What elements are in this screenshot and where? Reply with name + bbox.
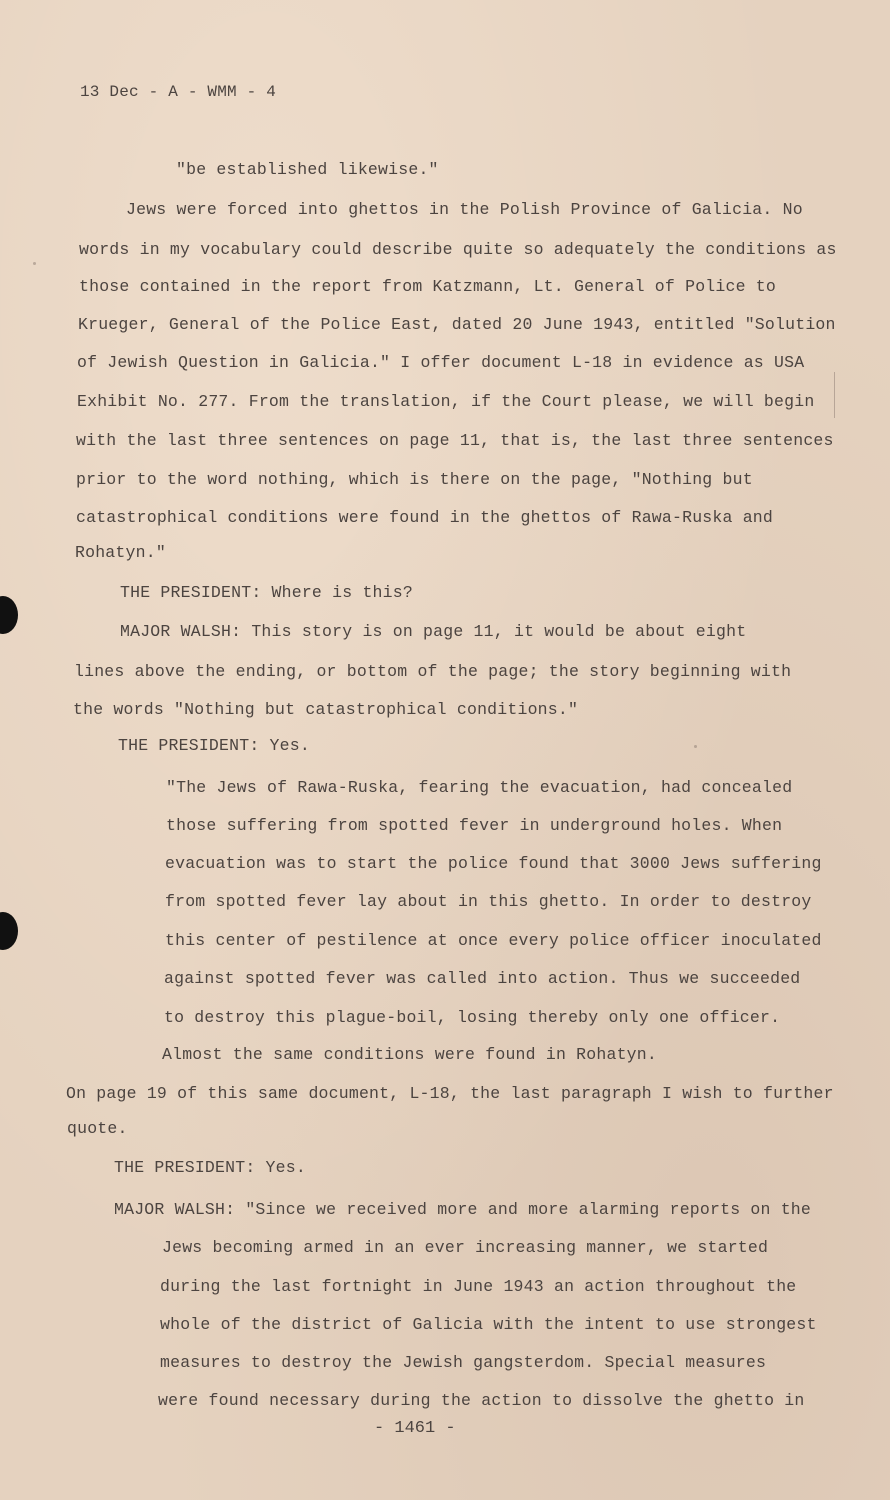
- text-line: Rohatyn.": [75, 543, 166, 562]
- quote-line: during the last fortnight in June 1943 an action throughout the: [160, 1277, 797, 1296]
- quote-line: Jews becoming armed in an ever increasing manner, we started: [162, 1238, 769, 1257]
- page-number: - 1461 -: [374, 1419, 456, 1438]
- text-line: those contained in the report from Katzmann, Lt. General of Police to: [79, 277, 777, 296]
- quote-line: measures to destroy the Jewish gangsterdom. Special measures: [160, 1353, 767, 1372]
- speaker-line: MAJOR WALSH: This story is on page 11, it would be about eight: [120, 622, 747, 641]
- speaker-line: MAJOR WALSH: "Since we received more and more alarming reports on the: [114, 1200, 812, 1219]
- quote-line: "The Jews of Rawa-Ruska, fearing the evacuation, had concealed: [166, 778, 793, 797]
- quote-line: against spotted fever was called into action. Thus we succeeded: [164, 969, 801, 988]
- paper-scratch: [834, 372, 835, 418]
- quote-line: were found necessary during the action to dissolve the ghetto in: [158, 1391, 805, 1410]
- text-line: the words "Nothing but catastrophical conditions.": [73, 700, 579, 719]
- quote-line: Almost the same conditions were found in Rohatyn.: [162, 1045, 657, 1064]
- text-line: with the last three sentences on page 11, that is, the last three sentences: [76, 431, 834, 450]
- paper-speck: [694, 745, 697, 748]
- text-line: catastrophical conditions were found in the ghettos of Rawa-Ruska and: [76, 508, 774, 527]
- text-line: "be established likewise.": [176, 160, 439, 179]
- quote-line: this center of pestilence at once every police officer inoculated: [165, 931, 822, 950]
- speaker-line: THE PRESIDENT: Yes.: [114, 1158, 306, 1177]
- quote-line: evacuation was to start the police found that 3000 Jews suffering: [165, 854, 822, 873]
- text-line: prior to the word nothing, which is there on the page, "Nothing but: [76, 470, 753, 489]
- binder-hole-upper: [0, 596, 18, 634]
- text-line: Exhibit No. 277. From the translation, if the Court please, we will begin: [77, 392, 815, 411]
- quote-line: those suffering from spotted fever in underground holes. When: [166, 816, 783, 835]
- quote-line: to destroy this plague-boil, losing thereby only one officer.: [164, 1008, 781, 1027]
- document-reference: 13 Dec - A - WMM - 4: [80, 83, 277, 101]
- text-line: words in my vocabulary could describe quite so adequately the conditions as: [79, 240, 837, 259]
- paper-speck: [33, 262, 36, 265]
- quote-line: whole of the district of Galicia with the intent to use strongest: [160, 1315, 817, 1334]
- text-line: of Jewish Question in Galicia." I offer document L-18 in evidence as USA: [77, 353, 805, 372]
- text-line: quote.: [67, 1119, 128, 1138]
- quote-line: from spotted fever lay about in this ghetto. In order to destroy: [165, 892, 812, 911]
- text-line: Jews were forced into ghettos in the Polish Province of Galicia. No: [126, 200, 803, 219]
- text-line: On page 19 of this same document, L-18, the last paragraph I wish to further: [66, 1084, 834, 1103]
- binder-hole-lower: [0, 912, 18, 950]
- text-line: Krueger, General of the Police East, dated 20 June 1943, entitled "Solution: [78, 315, 836, 334]
- speaker-line: THE PRESIDENT: Where is this?: [120, 583, 413, 602]
- speaker-line: THE PRESIDENT: Yes.: [118, 736, 310, 755]
- text-line: lines above the ending, or bottom of the page; the story beginning with: [74, 662, 792, 681]
